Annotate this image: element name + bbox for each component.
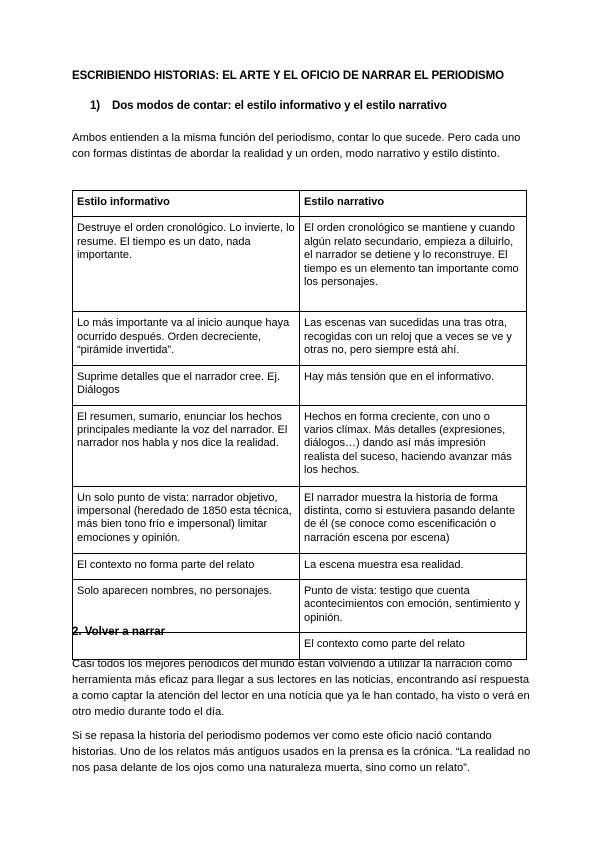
- intro-paragraph: Ambos entienden a la misma función del periodismo, contar lo que sucede. Pero cada uno con formas distintas de abordar la realidad y un orden, modo narrativo y estilo distinto.: [72, 132, 521, 160]
- section-1-heading-text: Dos modos de contar: el estilo informativo y el estilo narrativo: [112, 100, 447, 112]
- table-cell: Un solo punto de vista: narrador objetivo, impersonal (heredado de 1850 esta técnica, más bien tono frío e impersonal) limitar emociones y opinión.: [73, 486, 300, 553]
- table-row: [73, 405, 527, 486]
- section-1-heading: [90, 100, 530, 112]
- table-row: [73, 217, 527, 312]
- table-cell: Hechos en forma creciente, con uno o varios clímax. Más detalles (expresiones, diálogos…) dando así más impresión realista del suceso, haciendo avanzar más los hechos.: [300, 405, 527, 486]
- table-cell: Solo aparecen nombres, no personajes.: [73, 580, 300, 633]
- table-cell: La escena muestra esa realidad.: [300, 553, 527, 579]
- header-narrativo: Estilo narrativo: [300, 191, 527, 217]
- table-cell: El orden cronológico se mantiene y cuando algún relato secundario, empieza a diluirlo, el narrador se detiene y lo reconstruye. El tiempo es un elemento tan importante como los personajes.: [300, 217, 527, 312]
- table-header-row: [73, 191, 527, 217]
- table-cell: El resumen, sumario, enunciar los hechos principales mediante la voz del narrador. El narrador nos habla y nos dice la realidad.: [73, 405, 300, 486]
- table-cell: El contexto como parte del relato: [300, 633, 527, 659]
- table-cell: El narrador muestra la historia de forma distinta, como si estuviera pasando delante de él (se conoce como escenificación o narración escena por escena): [300, 486, 527, 553]
- comparison-table: [72, 190, 527, 660]
- table-cell: Las escenas van sucedidas una tras otra, recogidas con un reloj que a veces se ve y otras no, pero siempre está ahí.: [300, 312, 527, 365]
- section-2-heading: 2. Volver a narrar: [72, 626, 166, 638]
- table-cell: Hay más tensión que en el informativo.: [300, 365, 527, 405]
- table-cell: El contexto no forma parte del relato: [73, 553, 300, 579]
- section-2-paragraph-2: Si se repasa la historia del periodismo podemos ver como este oficio nació contando historias. Uno de los relatos más antiguos usados en la prensa es la crónica. “La realidad no nos pasa delante de los ojos como una naturaleza muerta, sino como un relato”.: [72, 730, 531, 774]
- table-cell: Suprime detalles que el narrador cree. Ej. Diálogos: [73, 365, 300, 405]
- table-row: [73, 312, 527, 365]
- table-row: [73, 553, 527, 579]
- table-row: [73, 486, 527, 553]
- section-1-number: 1): [90, 100, 101, 112]
- table-cell: Destruye el orden cronológico. Lo invierte, lo resume. El tiempo es un dato, nada importante.: [73, 217, 300, 312]
- table-cell: Lo más importante va al inicio aunque haya ocurrido después. Orden decreciente, “pirámide invertida”.: [73, 312, 300, 365]
- header-informativo: Estilo informativo: [73, 191, 300, 217]
- document-title: ESCRIBIENDO HISTORIAS: EL ARTE Y EL OFICIO DE NARRAR EL PERIODISMO: [72, 70, 504, 82]
- table-cell: Punto de vista: testigo que cuenta acontecimientos con emoción, sentimiento y opinión.: [300, 580, 527, 633]
- table-row: [73, 580, 527, 633]
- table-row: [73, 365, 527, 405]
- section-2-paragraph-1: Casi todos los mejores periódicos del mundo están volviendo a utilizar la narración como herramienta más eficaz para llegar a sus lectores en las noticias, encontrando así respuesta a como captar la atención del lector en una notícia que ya le han contado, ha visto o verá en otro medio durante todo el día.: [72, 658, 530, 718]
